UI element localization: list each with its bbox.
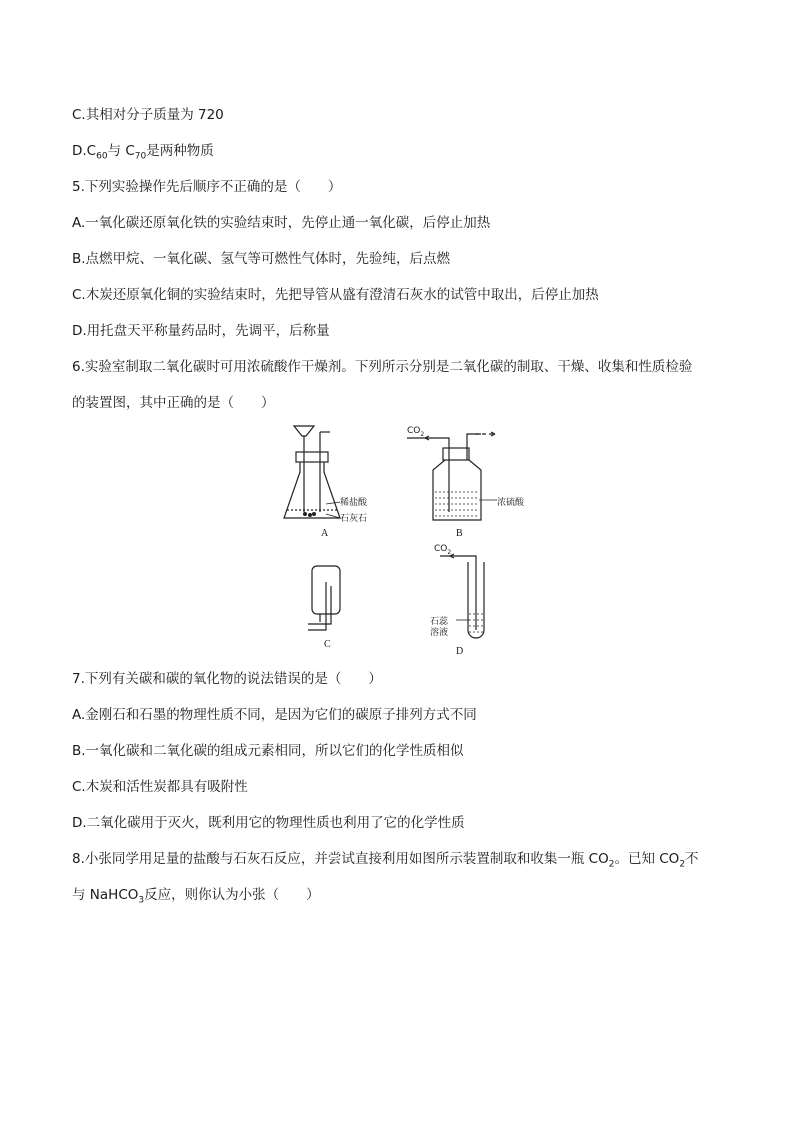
- apparatus-d-label-2: 溶液: [430, 628, 449, 638]
- q6-stem-line2: 的装置图，其中正确的是（ ）: [72, 395, 275, 411]
- q5-option-d: D.用托盘天平称量药品时，先调平，后称量: [72, 323, 330, 339]
- apparatus-b: [405, 424, 525, 542]
- q4-d-suffix: 是两种物质: [146, 143, 214, 159]
- apparatus-c: [298, 560, 358, 655]
- q5-option-a: A.一氧化碳还原氧化铁的实验结束时，先停止通一氧化碳，后停止加热: [72, 215, 491, 231]
- q5-option-c: C.木炭还原氧化铜的实验结束时，先把导管从盛有澄清石灰水的试管中取出，后停止加热: [72, 287, 599, 303]
- q4-d-sub1: 60: [96, 151, 108, 162]
- q7-stem: 7.下列有关碳和碳的氧化物的说法错误的是（ ）: [72, 671, 382, 687]
- apparatus-d: [420, 542, 500, 660]
- q4-option-d: [72, 142, 214, 166]
- apparatus-b-gas: [407, 426, 424, 438]
- q8-line1-a: 8.小张同学用足量的盐酸与石灰石反应，并尝试直接利用如图所示装置制取和收集一瓶 CO: [72, 851, 609, 867]
- q4-d-sub2: 70: [134, 151, 147, 162]
- q8-stem-line2: [72, 886, 320, 910]
- apparatus-d-caption: D: [456, 646, 464, 657]
- apparatus-a: [270, 422, 370, 542]
- q8-line2-sub: 3: [138, 895, 145, 906]
- q7-option-a: A.金刚石和石墨的物理性质不同，是因为它们的碳原子排列方式不同: [72, 707, 477, 723]
- q8-line1-sub2: 2: [679, 859, 686, 870]
- q4-d-prefix: D.C: [72, 143, 97, 159]
- q8-line1-sub1: 2: [608, 859, 615, 870]
- apparatus-d-gas-text: CO: [434, 544, 448, 554]
- q8-line2-b: 反应，则你认为小张（ ）: [144, 887, 320, 903]
- q7-option-b: B.一氧化碳和二氧化碳的组成元素相同，所以它们的化学性质相似: [72, 743, 464, 759]
- q7-option-c: C.木炭和活性炭都具有吸附性: [72, 779, 248, 795]
- apparatus-d-gas: [434, 544, 451, 556]
- apparatus-b-caption: B: [456, 528, 463, 539]
- apparatus-a-label-stone: 石灰石: [340, 514, 368, 524]
- apparatus-a-caption: A: [321, 528, 329, 539]
- q4-d-mid: 与 C: [107, 143, 135, 159]
- apparatus-a-label-acid: 稀盐酸: [340, 498, 368, 508]
- apparatus-b-label: 浓硫酸: [497, 498, 525, 508]
- gas-collection-bottle-icon: [298, 560, 358, 640]
- apparatus-d-label-1: 石蕊: [430, 617, 449, 627]
- q6-stem-line1: 6.实验室制取二氧化碳时可用浓硫酸作干燥剂。下列所示分别是二氧化碳的制取、干燥、收集和性质检验: [72, 359, 693, 375]
- q8-stem-line1: [72, 850, 699, 874]
- q4-option-c: C.其相对分子质量为 720: [72, 107, 224, 123]
- q8-line1-c: 不: [685, 851, 699, 867]
- apparatus-c-caption: C: [324, 639, 331, 650]
- gas-washing-bottle-icon: [405, 424, 525, 524]
- apparatus-b-gas-text: CO: [407, 426, 421, 436]
- apparatus-d-gas-sub: 2: [447, 548, 452, 556]
- q7-option-d: D.二氧化碳用于灭火，既利用它的物理性质也利用了它的化学性质: [72, 815, 465, 831]
- q5-stem: 5.下列实验操作先后顺序不正确的是（ ）: [72, 179, 342, 195]
- q5-option-b: B.点燃甲烷、一氧化碳、氢气等可燃性气体时，先验纯，后点燃: [72, 251, 451, 267]
- q8-line2-a: 与 NaHCO: [72, 887, 139, 903]
- q8-line1-b: 。已知 CO: [614, 851, 680, 867]
- apparatus-b-gas-sub: 2: [420, 430, 425, 438]
